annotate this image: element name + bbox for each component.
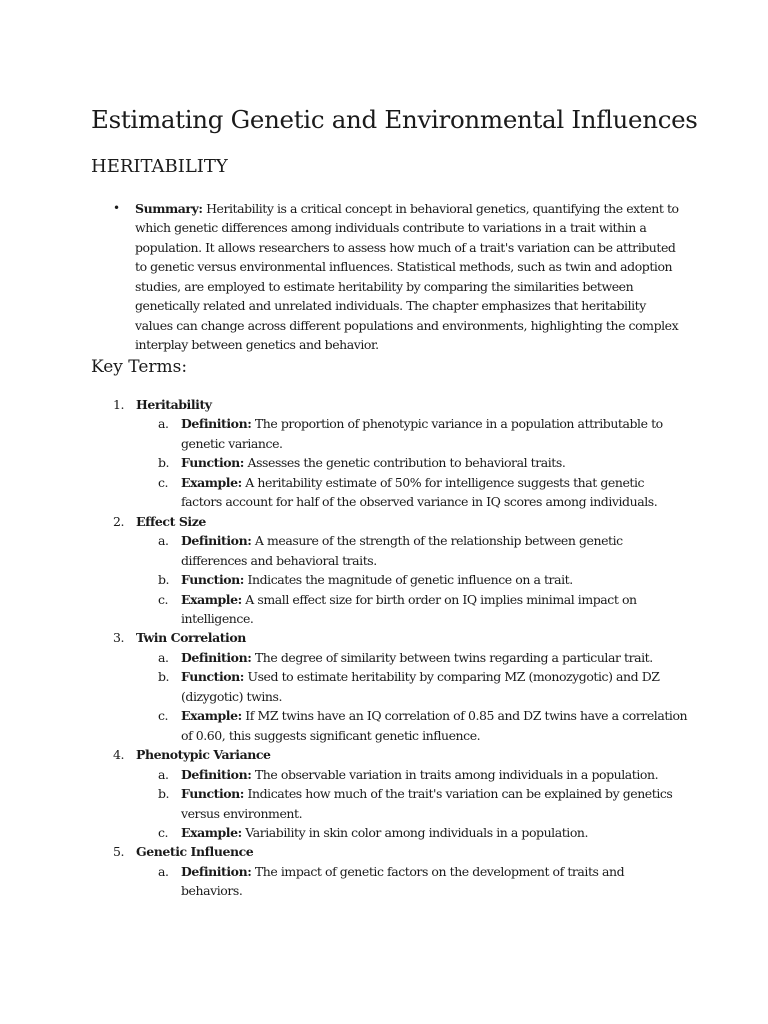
bullet-icon: •: [113, 201, 120, 215]
term-number: 1.: [113, 397, 125, 412]
term-detail-item: [136, 667, 710, 706]
detail-letter: a.: [158, 766, 169, 782]
summary-label: Summary:: [135, 201, 203, 216]
key-term-item: [110, 842, 710, 900]
term-details-list: [136, 648, 710, 745]
detail-line: [181, 823, 710, 842]
detail-text: Indicates how much of the trait's variation can be explained by genetics: [247, 786, 673, 802]
detail-text: Used to estimate heritability by comparing MZ (monozygotic) and DZ: [247, 669, 660, 685]
summary-line-text: values can change across different populations and environments, highlighting the complex: [135, 317, 679, 333]
term-detail-item: [136, 590, 710, 629]
detail-letter: c.: [158, 824, 169, 840]
detail-text: A heritability estimate of 50% for intelligence suggests that genetic: [245, 474, 645, 490]
term-name: Phenotypic Variance: [136, 747, 271, 763]
term-detail-item: [136, 453, 710, 472]
summary-line: [135, 335, 690, 354]
detail-line: [181, 804, 710, 823]
detail-text: Indicates the magnitude of genetic influence on a trait.: [247, 572, 573, 588]
detail-line: [181, 434, 710, 453]
detail-letter: a.: [158, 533, 169, 549]
detail-text: The impact of genetic factors on the development of traits and: [254, 863, 625, 879]
detail-text: differences and behavioral traits.: [181, 552, 377, 568]
term-detail-item: [136, 823, 710, 842]
detail-line: [181, 726, 710, 745]
key-term-item: [110, 395, 710, 512]
detail-letter: a.: [158, 863, 169, 879]
term-name: Genetic Influence: [136, 844, 254, 860]
detail-text: Assesses the genetic contribution to behavioral traits.: [247, 455, 566, 471]
detail-line: [181, 531, 710, 550]
detail-line: [181, 765, 710, 784]
detail-text: The observable variation in traits among individuals in a population.: [254, 766, 659, 782]
detail-label: Example:: [181, 824, 242, 840]
summary-line: [135, 238, 690, 257]
detail-line: [181, 551, 710, 570]
summary-text: [135, 199, 690, 355]
detail-text: The proportion of phenotypic variance in a population attributable to: [254, 416, 663, 432]
detail-line: [181, 590, 710, 609]
detail-label: Example:: [181, 474, 242, 490]
summary-line: [135, 316, 690, 335]
detail-line: [181, 473, 710, 492]
summary-line: [135, 277, 690, 296]
key-term-item: [110, 628, 710, 745]
key-terms-heading: Key Terms:: [91, 357, 188, 377]
term-name: Heritability: [136, 397, 212, 412]
key-term-item: [110, 745, 710, 842]
detail-letter: b.: [158, 669, 170, 685]
term-detail-item: [136, 531, 710, 570]
summary-line-text: to genetic versus environmental influences. Statistical methods, such as twin and adoption: [135, 259, 673, 275]
summary-line-text: which genetic differences among individuals contribute to variations in a trait within a: [135, 220, 647, 236]
term-detail-item: [136, 473, 710, 512]
detail-text: intelligence.: [181, 610, 254, 626]
detail-letter: b.: [158, 786, 170, 802]
detail-line: [181, 609, 710, 628]
detail-label: Example:: [181, 591, 242, 607]
detail-text: behaviors.: [181, 883, 243, 899]
detail-line: [181, 881, 710, 900]
detail-label: Definition:: [181, 533, 252, 549]
detail-label: Definition:: [181, 766, 252, 782]
term-number: 5.: [113, 844, 125, 860]
detail-letter: a.: [158, 416, 169, 432]
detail-letter: b.: [158, 572, 170, 588]
term-detail-item: [136, 765, 710, 784]
term-number: 2.: [113, 513, 125, 529]
detail-line: [181, 667, 710, 686]
detail-text: A small effect size for birth order on IQ implies minimal impact on: [245, 591, 637, 607]
key-terms-list: [110, 395, 710, 901]
detail-text: A measure of the strength of the relationship between genetic: [254, 533, 623, 549]
summary-line-text: Heritability is a critical concept in behavioral genetics, quantifying the extent to: [206, 201, 679, 216]
summary-line: [135, 218, 690, 237]
detail-text: factors account for half of the observed variance in IQ scores among individuals.: [181, 494, 658, 510]
term-detail-item: [136, 648, 710, 667]
detail-line: [181, 453, 710, 472]
detail-label: Definition:: [181, 649, 252, 665]
detail-letter: b.: [158, 455, 170, 471]
document-title: Estimating Genetic and Environmental Influences: [91, 105, 698, 134]
summary-item: [110, 199, 690, 355]
term-details-list: [136, 862, 710, 901]
detail-letter: c.: [158, 474, 169, 490]
term-detail-item: [136, 706, 710, 745]
term-name: Twin Correlation: [136, 630, 246, 646]
detail-label: Example:: [181, 708, 242, 724]
detail-text: The degree of similarity between twins regarding a particular trait.: [254, 649, 653, 665]
summary-list: [110, 199, 690, 355]
summary-line-text: population. It allows researchers to assess how much of a trait's variation can be attributed: [135, 239, 676, 255]
summary-line-text: interplay between genetics and behavior.: [135, 337, 379, 353]
detail-label: Function:: [181, 786, 244, 802]
summary-line-text: studies, are employed to estimate heritability by comparing the similarities between: [135, 278, 634, 294]
detail-label: Definition:: [181, 416, 252, 432]
summary-line: [135, 296, 690, 315]
detail-label: Function:: [181, 669, 244, 685]
detail-line: [181, 687, 710, 706]
detail-text: Variability in skin color among individuals in a population.: [245, 824, 589, 840]
summary-line: [135, 199, 690, 218]
section-heading: HERITABILITY: [91, 156, 228, 177]
detail-line: [181, 570, 710, 589]
detail-line: [181, 648, 710, 667]
detail-line: [181, 706, 710, 725]
detail-letter: c.: [158, 591, 169, 607]
term-details-list: [136, 765, 710, 843]
detail-line: [181, 784, 710, 803]
detail-label: Function:: [181, 455, 244, 471]
detail-line: [181, 862, 710, 881]
key-term-item: [110, 512, 710, 629]
term-details-list: [136, 414, 710, 511]
detail-letter: a.: [158, 649, 169, 665]
summary-line-text: genetically related and unrelated individuals. The chapter emphasizes that heritability: [135, 298, 646, 314]
term-detail-item: [136, 414, 710, 453]
term-details-list: [136, 531, 710, 628]
summary-line: [135, 257, 690, 276]
term-number: 3.: [113, 630, 125, 646]
term-detail-item: [136, 570, 710, 589]
detail-line: [181, 492, 710, 511]
detail-line: [181, 414, 710, 433]
detail-label: Definition:: [181, 863, 252, 879]
detail-text: (dizygotic) twins.: [181, 688, 282, 704]
detail-text: of 0.60, this suggests significant genetic influence.: [181, 727, 481, 743]
detail-letter: c.: [158, 708, 169, 724]
term-detail-item: [136, 862, 710, 901]
detail-text: versus environment.: [181, 805, 303, 821]
term-number: 4.: [113, 747, 125, 763]
term-detail-item: [136, 784, 710, 823]
detail-label: Function:: [181, 572, 244, 588]
detail-text: If MZ twins have an IQ correlation of 0.85 and DZ twins have a correlation: [245, 708, 688, 724]
detail-text: genetic variance.: [181, 435, 283, 451]
term-name: Effect Size: [136, 513, 206, 529]
